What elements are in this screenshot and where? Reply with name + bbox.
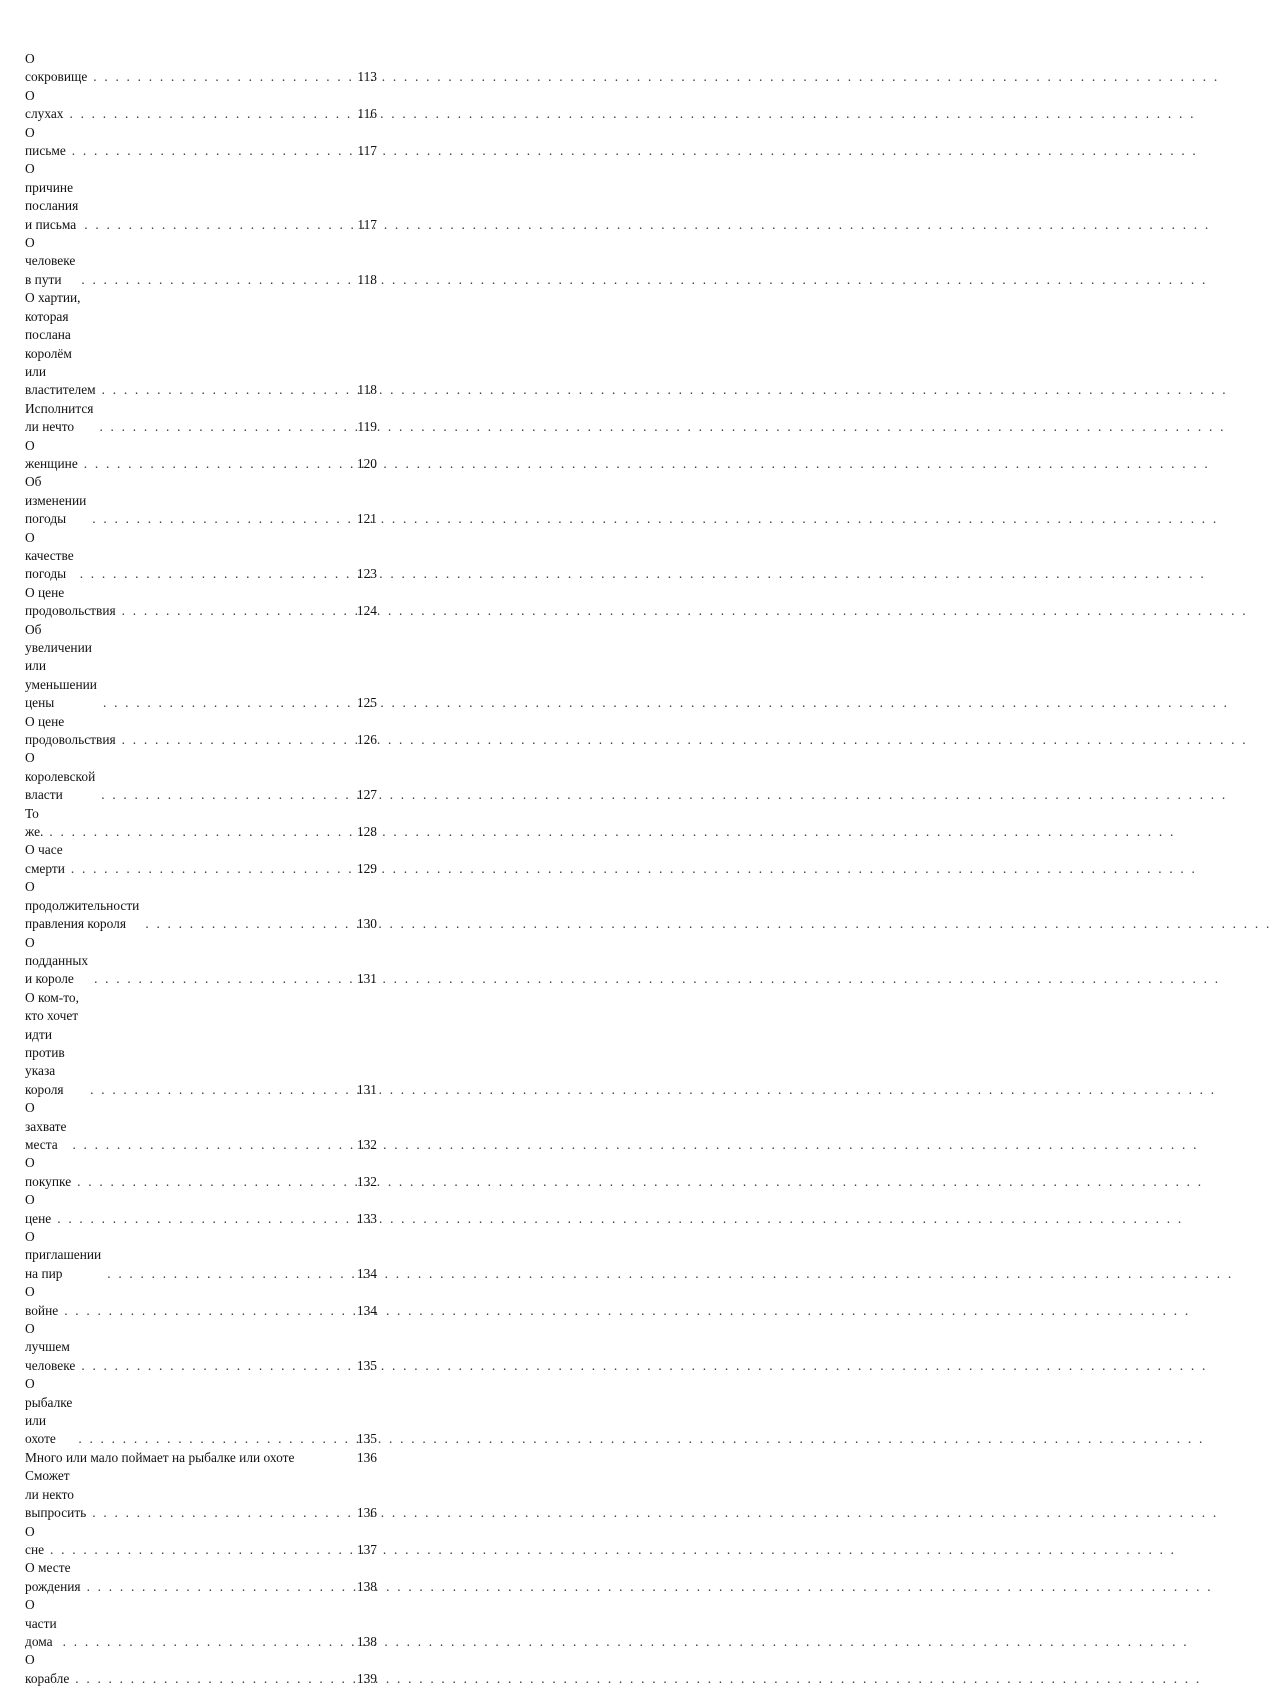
toc-entry-page-number: 117 (357, 143, 377, 159)
toc-entry-page-number: 127 (356, 787, 377, 803)
toc-entry-title: О приглашении на пир (25, 1229, 102, 1281)
dot-leader (50, 1541, 347, 1559)
toc-entry-title: О женщине (25, 437, 78, 471)
dot-leader (122, 602, 347, 620)
toc-entry (25, 989, 377, 1099)
toc-entry-page-number: 130 (356, 916, 377, 932)
toc-entry-page-number: 132 (356, 1173, 377, 1189)
toc-entry-page-number: 128 (356, 824, 377, 840)
toc-entry-page-number: 135 (356, 1357, 377, 1373)
toc-entry-page-number: 119 (357, 419, 377, 435)
toc-entry-page-number: 117 (357, 216, 377, 232)
toc-entry-page-number: 133 (356, 1210, 377, 1226)
toc-entry (25, 1320, 377, 1375)
toc-entry (25, 124, 377, 161)
toc-entry-page-number: 136 (356, 1505, 377, 1521)
toc-entry-title: О корабле (25, 1652, 70, 1686)
toc-entry-title: О сокровище (25, 51, 88, 85)
toc-entry-page-number: 123 (356, 566, 377, 582)
toc-entry-title: Об увеличении или уменьшении цены (25, 621, 97, 711)
dot-leader (72, 1136, 347, 1154)
toc-entry (25, 1228, 377, 1283)
dot-leader (84, 455, 347, 473)
toc-entry-page-number: 134 (356, 1302, 377, 1318)
toc-entry-title: О сне (25, 1523, 45, 1557)
dot-leader (84, 216, 347, 234)
toc-entry-title: О лучшем человеке (25, 1321, 76, 1373)
dot-leader (80, 565, 347, 583)
toc-entry-title: О цене (25, 1192, 52, 1226)
dot-leader (92, 510, 347, 528)
dot-leader (78, 1430, 347, 1448)
toc-entry (25, 289, 377, 399)
toc-entry (25, 1651, 377, 1688)
toc-entry-title: Много или мало поймает на рыбалке или охоте (25, 1449, 295, 1465)
dot-leader (94, 970, 347, 988)
toc-entry (25, 1523, 377, 1560)
dot-leader (77, 1173, 347, 1191)
toc-entry-page-number: 137 (356, 1541, 377, 1557)
toc-entry-title: О месте рождения (25, 1560, 81, 1594)
toc-entry (25, 437, 377, 474)
toc-entry (25, 1559, 377, 1596)
toc-entry (25, 473, 377, 528)
dot-leader (49, 823, 347, 841)
toc-entry (25, 87, 377, 124)
toc-entry-title: О королевской власти (25, 750, 96, 803)
toc-entry-page-number: 120 (356, 455, 377, 471)
toc-entry-title: О войне (25, 1284, 59, 1318)
toc-entry (25, 621, 377, 713)
toc-entry (25, 1596, 377, 1651)
toc-entry-title: О части дома (25, 1597, 57, 1649)
toc-entry-page-number: 118 (357, 271, 377, 287)
dot-leader (71, 860, 347, 878)
dot-leader (122, 731, 347, 749)
toc-entry-page-number: 124 (356, 603, 377, 619)
toc-entry (25, 1467, 377, 1522)
toc-entry-title: О человеке в пути (25, 235, 76, 287)
toc-entry-title: О причине послания и письма (25, 161, 79, 232)
toc-entry-title: О продолжительности правления короля (25, 879, 140, 932)
dot-leader (57, 1210, 347, 1228)
toc-entry-title: О цене продовольствия (25, 713, 116, 748)
toc-entry-title: О цене продовольствия (25, 584, 116, 619)
toc-entry (25, 1099, 377, 1154)
dot-leader (145, 915, 347, 933)
toc-entry (25, 749, 377, 804)
toc-entry-page-number: 126 (356, 732, 377, 748)
toc-entry-page-number: 132 (356, 1136, 377, 1152)
toc-entry-title: О слухах (25, 87, 64, 122)
dot-leader (63, 1633, 347, 1651)
toc-entry (25, 1154, 377, 1191)
toc-entry (25, 1283, 377, 1320)
toc-entry-title: О хартии, которая послана королём или властителем (25, 290, 96, 398)
toc-entry-page-number: 131 (356, 971, 377, 987)
toc-entry (25, 1449, 377, 1467)
toc-entry (25, 529, 377, 584)
toc-entry-page-number: 136 (356, 1449, 377, 1465)
dot-leader (87, 1578, 347, 1596)
toc-entry (25, 1375, 377, 1449)
toc-entry-page-number: 138 (356, 1633, 377, 1649)
toc-entry-title: Сможет ли некто выпросить (25, 1468, 87, 1521)
toc-entry-page-number: 139 (356, 1670, 377, 1686)
toc-entry (25, 805, 377, 842)
toc-entry-title: О качестве погоды (25, 529, 74, 582)
toc-entry-page-number: 138 (356, 1578, 377, 1594)
dot-leader (75, 1670, 347, 1688)
toc-entry (25, 713, 377, 750)
dot-leader (90, 1081, 347, 1099)
table-of-contents (25, 50, 377, 1688)
dot-leader (102, 381, 347, 399)
dot-leader (99, 418, 347, 436)
toc-entry-title: О подданных и короле (25, 934, 89, 987)
dot-leader (81, 1357, 347, 1375)
toc-entry-title: О захвате места (25, 1100, 67, 1152)
toc-entry-page-number: 116 (357, 106, 377, 122)
toc-entry-title: О часе смерти (25, 842, 65, 876)
dot-leader (93, 68, 347, 86)
toc-entry (25, 160, 377, 234)
toc-entry (25, 50, 377, 87)
toc-entry-page-number: 113 (357, 69, 377, 85)
dot-leader (103, 694, 347, 712)
toc-entry-title: О рыбалке или охоте (25, 1376, 73, 1447)
dot-leader (107, 1265, 347, 1283)
toc-entry (25, 934, 377, 989)
toc-entry-page-number: 134 (356, 1265, 377, 1281)
book-page (0, 0, 430, 1686)
toc-entry-page-number: 131 (356, 1081, 377, 1097)
dot-leader (69, 105, 347, 123)
toc-entry-title: О ком-то, кто хочет идти против указа короля (25, 989, 79, 1097)
toc-entry-page-number: 121 (356, 511, 377, 527)
dot-leader (101, 786, 347, 804)
dot-leader (81, 271, 347, 289)
toc-entry-title: О письме (25, 124, 66, 159)
dot-leader (72, 142, 347, 160)
toc-entry (25, 400, 377, 437)
toc-entry (25, 878, 377, 933)
toc-entry-page-number: 135 (356, 1431, 377, 1447)
dot-leader (64, 1302, 347, 1320)
toc-entry-title: Об изменении погоды (25, 474, 87, 527)
toc-entry-title: То же. (25, 805, 44, 840)
toc-entry (25, 234, 377, 289)
toc-entry-page-number: 118 (357, 382, 377, 398)
toc-entry-title: О покупке (25, 1155, 72, 1189)
toc-entry (25, 841, 377, 878)
toc-entry-page-number: 129 (356, 860, 377, 876)
toc-entry (25, 584, 377, 621)
dot-leader (92, 1504, 347, 1522)
toc-entry-page-number: 125 (356, 695, 377, 711)
toc-entry-title: Исполнится ли нечто (25, 400, 94, 435)
toc-entry (25, 1191, 377, 1228)
